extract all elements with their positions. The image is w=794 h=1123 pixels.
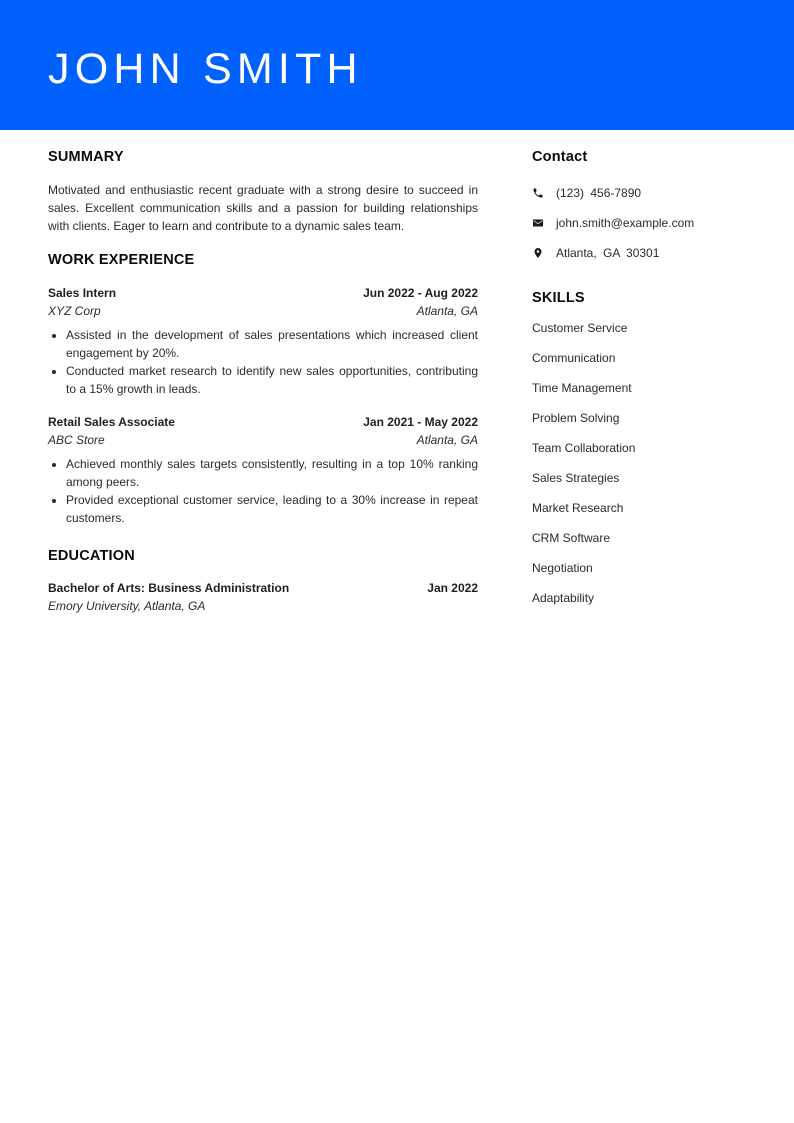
job-bullet: • Assisted in the development of sales presentations which increased client engagement by 20%.: [66, 326, 478, 362]
skill-item: Communication: [532, 351, 616, 365]
job-bullet: • Achieved monthly sales targets consistently, resulting in a top 10% ranking among peers.: [66, 455, 478, 491]
skill-item: Sales Strategies: [532, 471, 620, 485]
job-location: Atlanta, GA: [416, 433, 478, 447]
job-company: ABC Store: [48, 433, 105, 447]
education-date: Jan 2022: [427, 581, 478, 595]
job-company: XYZ Corp: [48, 304, 101, 318]
contact-address: [532, 244, 762, 262]
skill-item: Customer Service: [532, 321, 628, 335]
map-pin-icon: [532, 246, 546, 260]
contact-heading: Contact: [532, 149, 588, 165]
envelope-icon: [532, 216, 546, 230]
education-heading: EDUCATION: [48, 548, 135, 564]
job-entry: [48, 284, 478, 398]
education-degree: Bachelor of Arts: Business Administration: [48, 581, 290, 595]
job-bullets: [48, 326, 478, 398]
summary-section: [48, 148, 478, 235]
skills-heading: SKILLS: [532, 290, 585, 306]
address: Atlanta, GA 30301: [556, 246, 660, 260]
skills-list: [532, 319, 762, 607]
skill-item: Team Collaboration: [532, 441, 636, 455]
skill-item: CRM Software: [532, 531, 611, 545]
left-column: [48, 148, 478, 615]
job-dates: Jan 2021 - May 2022: [363, 415, 478, 429]
email-address: john.smith@example.com: [556, 216, 695, 230]
job-location: Atlanta, GA: [416, 304, 478, 318]
skills-section: [532, 289, 762, 607]
job-entry: [48, 413, 478, 527]
job-bullet: • Provided exceptional customer service, leading to a 30% increase in repeat customers.: [66, 491, 478, 527]
summary-heading: SUMMARY: [48, 149, 124, 165]
work-experience-section: [48, 251, 478, 527]
job-title: Retail Sales Associate: [48, 415, 175, 429]
job-bullets: [48, 455, 478, 527]
skill-item: Adaptability: [532, 591, 595, 605]
right-column: [532, 148, 762, 619]
skill-item: Market Research: [532, 501, 624, 515]
header-banner: [0, 0, 794, 130]
job-title: Sales Intern: [48, 286, 117, 300]
skill-item: Problem Solving: [532, 411, 620, 425]
contact-section: [532, 148, 762, 262]
education-section: [48, 547, 478, 615]
job-dates: Jun 2022 - Aug 2022: [363, 286, 478, 300]
work-experience-heading: WORK EXPERIENCE: [48, 252, 195, 268]
skill-item: Time Management: [532, 381, 632, 395]
phone-icon: [532, 186, 546, 200]
job-bullet: • Conducted market research to identify new sales opportunities, contributing to a 15% growth in leads.: [66, 362, 478, 398]
resume-name: JOHN SMITH: [48, 45, 363, 93]
contact-phone: [532, 184, 762, 202]
skill-item: Negotiation: [532, 561, 593, 575]
education-school: Emory University, Atlanta, GA: [48, 599, 206, 613]
phone-number: (123) 456-7890: [556, 186, 642, 200]
summary-text: Motivated and enthusiastic recent graduate with a strong desire to succeed in sales. Excellent communication skills and a passion for building relationships with clients. Eager to learn and contribute to a dynamic sales team.: [48, 183, 478, 233]
contact-email: [532, 214, 762, 232]
